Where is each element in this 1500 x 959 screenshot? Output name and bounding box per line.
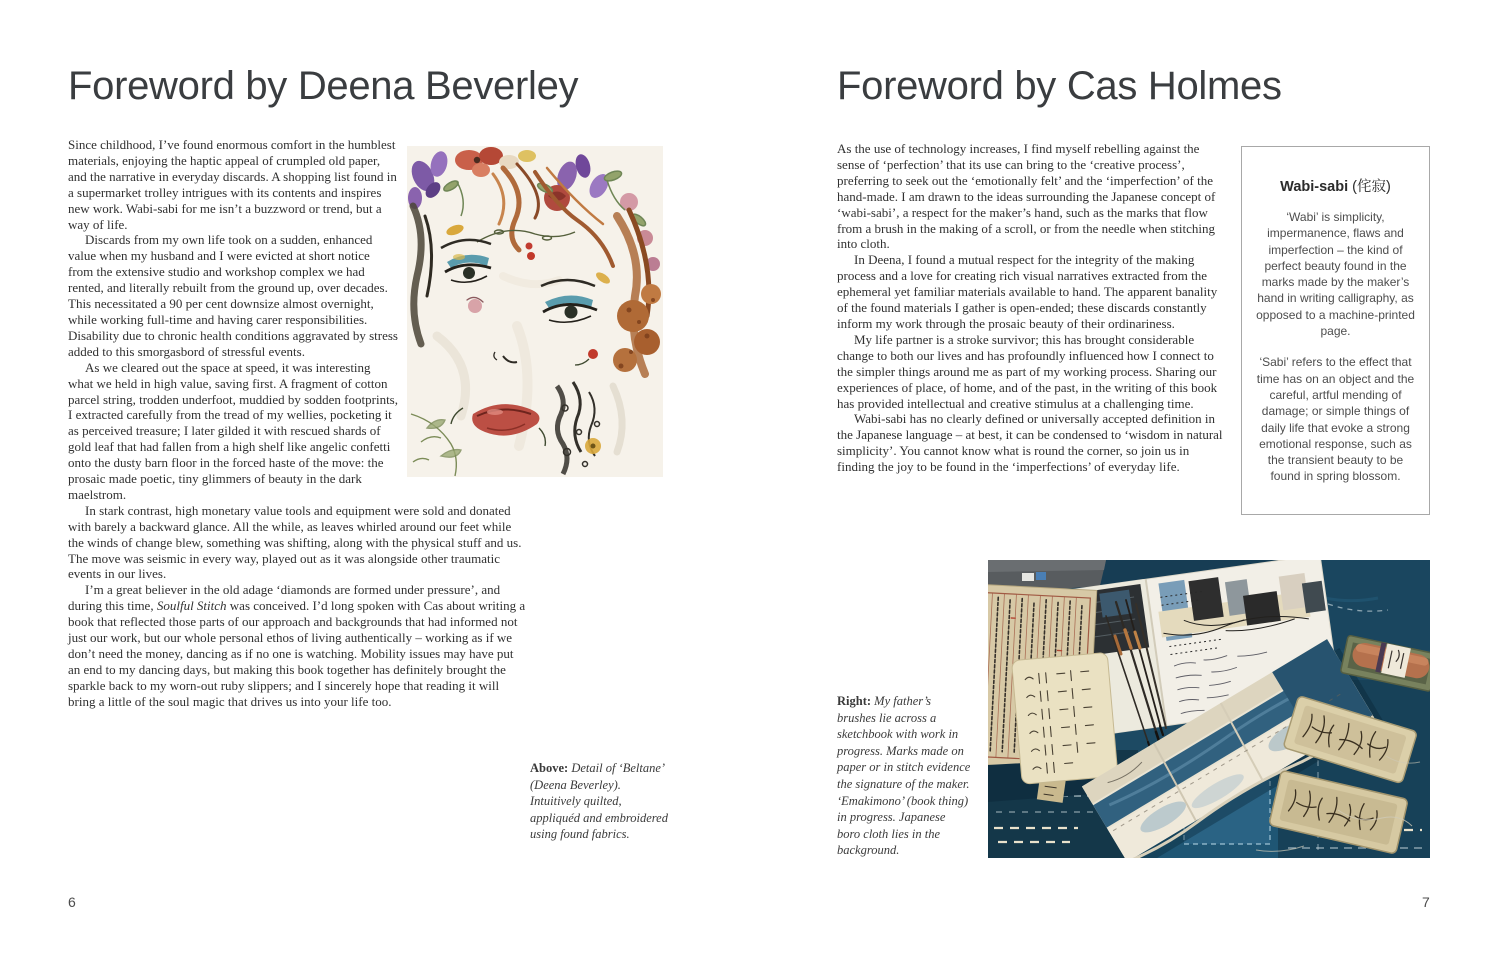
paragraph [68,582,526,709]
book-title-italic: Soulful Stitch [156,598,227,614]
paragraph: As we cleared out the space at speed, it was interesting what we held in high value, saving first. A fragment of cotton parcel string, trodden underfoot, muddied by sodden footprints, I extracted carefully from the tread of my wellies, pocketing it as perceived treasure; I later gilded it with rescued shards of gold leaf that had fallen from a high shelf like angelic confetti onto the dusty barn floor in the forced haste of the move: the prosaic made poetic, tiny glimmers of beauty in the dark maelstrom. [68,359,398,502]
caption-label: Above: [530,761,569,775]
beltane-quilt-illustration [407,146,663,477]
wabi-sabi-heading [1255,175,1416,196]
paragraph-text: I’m a great believer in the old adage ‘diamonds are formed under pressure’, and during this time, [68,582,501,614]
right-page-title: Foreword by Cas Holmes [837,64,1282,108]
page-number-left: 6 [68,894,76,910]
paragraph: Wabi-sabi has no clearly defined or universally accepted definition in the Japanese language – at best, it can be condensed to ‘wisdom in natural simplicity’. You cannot know what is round the corner, so join us in finding the joy to be found in the ‘imperfections’ of everyday life. [837,411,1223,475]
heading-kanji: (侘寂) [1348,179,1391,195]
heading-bold: Wabi-sabi [1280,179,1349,195]
paragraph: As the use of technology increases, I find myself rebelling against the sense of ‘perfection’ that its use can bring to the ‘creative process’, preferring to seek out the ‘emotionally felt’ and the ‘imperfection’ of the hand-made. I am drawn to the ideas surrounding the Japanese concept of ‘wabi-sabi’, a respect for the maker’s hand, such as the marks that flow from a brush in the making of a scroll, or from the needle when stitching into cloth. [837,141,1216,252]
right-image-caption [837,693,971,859]
paragraph: My life partner is a stroke survivor; this has brought considerable change to both our lives and has profoundly influenced how I connect to the simpler things around me as part of my working process. Sharing our experiences of place, of home, and of the past, in the writing of this book has provided intellectual and creative stimulus at a challenging time. [837,331,1218,411]
caption-label: Right: [837,694,872,708]
left-page-title: Foreword by Deena Beverley [68,64,579,108]
paragraph: Since childhood, I’ve found enormous comfort in the humblest materials, enjoying the haptic appeal of crumpled old paper, and the narrative in everyday discards. A shopping list found in a supermarket trolley intrigues with its contents and inspires new work. Wabi-sabi for me isn’t a buzzword or trend, but a way of life. [68,137,397,232]
studio-materials-photo [988,560,1430,858]
beltane-quilt-image [407,146,663,477]
page-number-right: 7 [1422,894,1430,910]
caption-text: Detail of ‘Beltane’ (Deena Beverley). Intuitively quilted, appliquéd and embroidered using found fabrics. [530,761,668,842]
paragraph: Discards from my own life took on a sudden, enhanced value when my husband and I were evicted at short notice from the extensive studio and workshop complex we had rented, and literally rebuilt from the ground up, over decades. This necessitated a 90 per cent downsize almost overnight, while working full-time and having carer responsibilities. Disability due to chronic health conditions aggravated by stress added to this smorgasbord of stressful events. [68,232,398,359]
note-card [1011,652,1117,784]
paragraph-text: was conceived. I’d long spoken with Cas about writing a book that reflected those parts of our approach and backgrounds that had informed not just our work, but our whole personal ethos of living authentically – working as if we don’t need the money, dancing as if no one is watching. Mobility issues may have put an end to my dancing days, but making this book together has definitely brought the sparkle back to my worn-out ruby slippers; and I sincerely hope that reading it will bring a little of the soul magic that drives us into your life too. [68,598,526,709]
wabi-sabi-info-box [1241,146,1430,515]
right-page-body [837,141,1227,475]
sidebar-paragraph: ‘Sabi’ refers to the effect that time has on an object and the careful, artful mending of damage; or simple things of daily life that evoke a strong emotional response, such as the transient beauty to be found in spring blossom. [1256,355,1415,484]
studio-materials-illustration [988,560,1430,858]
caption-text: My father’s brushes lie across a sketchbook with work in progress. Marks made on paper or in stitch evidence the signature of the maker. ‘Emakimono’ (book thing) in progress. Japanese boro cloth lies in the background. [837,694,971,858]
sidebar-paragraph: ‘Wabi’ is simplicity, impermanence, flaws and imperfection – the kind of perfect beauty found in the marks made by the maker’s hand in writing calligraphy, as opposed to a machine-printed page. [1256,210,1415,339]
paragraph: In stark contrast, high monetary value tools and equipment were sold and donated with barely a backward glance. All the while, as leaves whirled around our feet while the winds of change blew, something was shifting, along with the physical stuff and us. The move was seismic in every way, played out as it was alongside other traumatic events in our lives. [68,502,522,582]
paragraph: In Deena, I found a mutual respect for the integrity of the making process and a love for creating rich visual narratives extracted from the ephemeral yet familiar materials available to hand. The apparent banality of the found materials I gather is open-ended; these discards constantly inform my work through the prosaic beauty of their ordinariness. [837,252,1218,331]
left-image-caption [530,760,668,843]
